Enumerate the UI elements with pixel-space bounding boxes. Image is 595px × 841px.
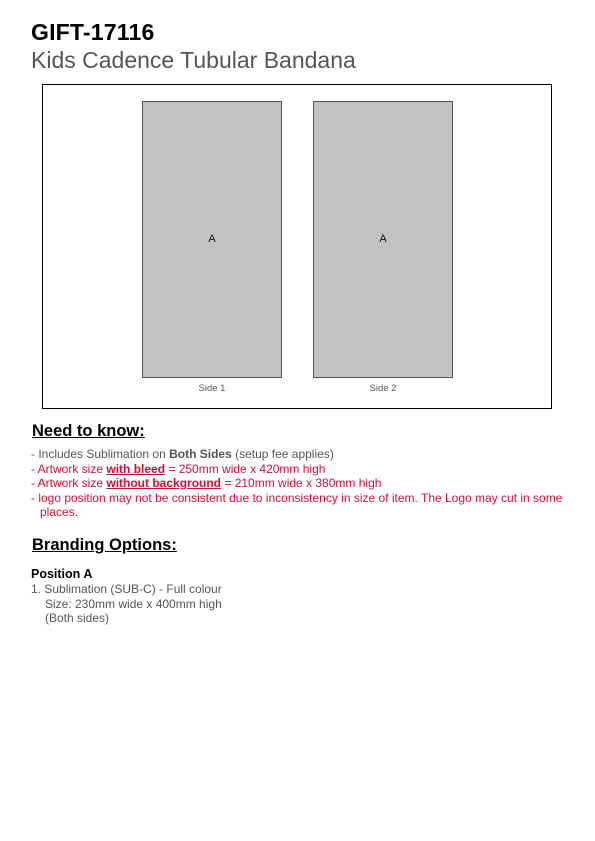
- position-a-title: Position A: [31, 567, 93, 581]
- option-size: Size: 230mm wide x 400mm high: [45, 596, 222, 611]
- branding-option-1: [31, 582, 222, 626]
- product-name: Kids Cadence Tubular Bandana: [31, 47, 356, 73]
- option-method: 1. Sublimation (SUB-C) - Full colour: [31, 582, 222, 596]
- print-area-side-1: [142, 101, 282, 378]
- note-artwork-without-background: - Artwork size without background = 210mm wide x 380mm high: [31, 476, 382, 491]
- need-to-know-heading: Need to know:: [32, 422, 145, 440]
- position-label: A: [208, 233, 216, 245]
- note-artwork-with-bleed: - Artwork size with bleed = 250mm wide x 420mm high: [31, 461, 326, 476]
- position-label: A: [379, 233, 387, 245]
- note-logo-position: - logo position may not be consistent due to inconsistency in size of item. The Logo may cut in some places.: [31, 490, 563, 520]
- print-area-side-2: [313, 101, 453, 378]
- side-1-label: Side 1: [198, 383, 226, 394]
- side-2-label: Side 2: [369, 383, 397, 394]
- branding-options-heading: Branding Options:: [32, 536, 177, 554]
- note-sublimation-sides: - Includes Sublimation on Both Sides (setup fee applies): [31, 447, 334, 461]
- need-to-know-list: [31, 447, 571, 520]
- option-sides: (Both sides): [45, 611, 110, 626]
- product-code: GIFT-17116: [31, 19, 155, 45]
- print-mockup-frame: [42, 84, 552, 409]
